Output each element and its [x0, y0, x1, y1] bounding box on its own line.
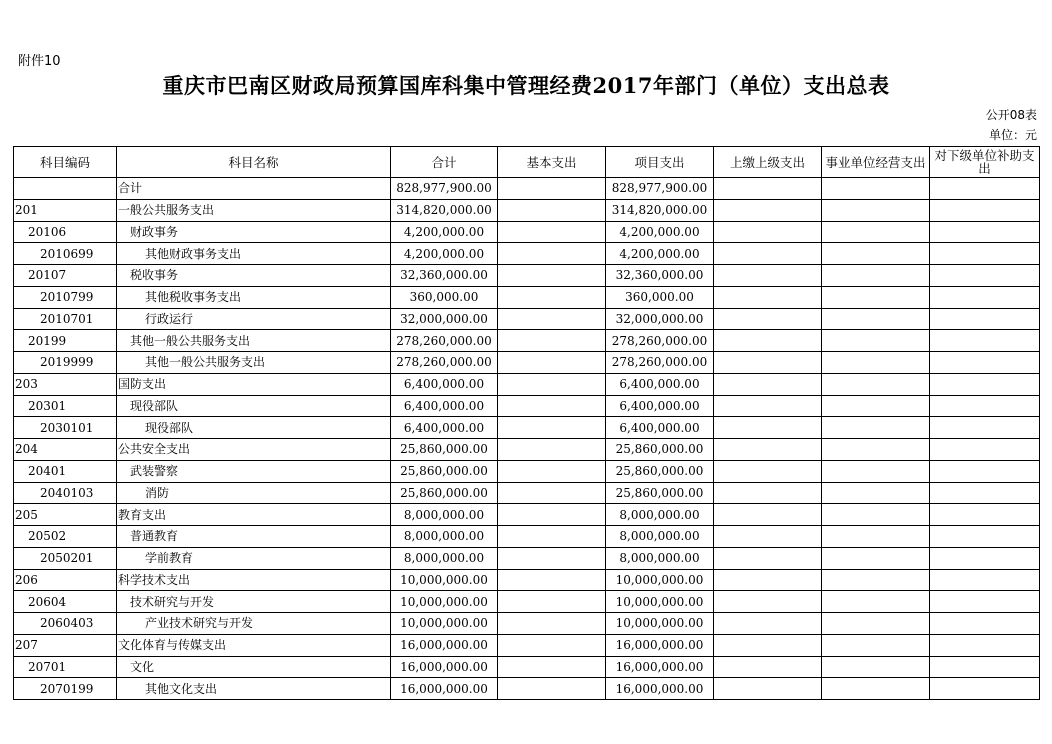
- table-row: [14, 178, 1040, 200]
- cell-upper: [714, 569, 822, 591]
- cell-project: 16,000,000.00: [606, 656, 714, 678]
- col-header-upper: 上缴上级支出: [714, 147, 822, 178]
- cell-enterprise: [822, 569, 930, 591]
- col-header-basic: 基本支出: [498, 147, 606, 178]
- cell-project: 8,000,000.00: [606, 504, 714, 526]
- unit-label: 单位：元: [988, 128, 1037, 142]
- table-row: [14, 526, 1040, 548]
- cell-upper: [714, 439, 822, 461]
- col-header-project: 项目支出: [606, 147, 714, 178]
- cell-project: 16,000,000.00: [606, 678, 714, 700]
- cell-name: 其他税收事务支出: [117, 286, 391, 308]
- cell-project: 278,260,000.00: [606, 352, 714, 374]
- cell-subsidy: [930, 482, 1040, 504]
- cell-subsidy: [930, 308, 1040, 330]
- cell-upper: [714, 547, 822, 569]
- cell-total: 25,860,000.00: [391, 439, 498, 461]
- table-row: [14, 547, 1040, 569]
- cell-subsidy: [930, 656, 1040, 678]
- cell-enterprise: [822, 373, 930, 395]
- cell-total: 10,000,000.00: [391, 613, 498, 635]
- cell-enterprise: [822, 504, 930, 526]
- cell-name: 文化体育与传媒支出: [117, 634, 391, 656]
- cell-enterprise: [822, 221, 930, 243]
- cell-subsidy: [930, 199, 1040, 221]
- cell-total: 10,000,000.00: [391, 569, 498, 591]
- cell-name: 行政运行: [117, 308, 391, 330]
- table-row: [14, 199, 1040, 221]
- cell-total: 25,860,000.00: [391, 482, 498, 504]
- cell-upper: [714, 482, 822, 504]
- table-row: [14, 678, 1040, 700]
- cell-basic: [498, 439, 606, 461]
- cell-upper: [714, 613, 822, 635]
- cell-basic: [498, 308, 606, 330]
- cell-name: 学前教育: [117, 547, 391, 569]
- table-row: [14, 634, 1040, 656]
- cell-subsidy: [930, 613, 1040, 635]
- cell-code: 2030101: [14, 417, 117, 439]
- cell-basic: [498, 569, 606, 591]
- cell-basic: [498, 504, 606, 526]
- table-row: [14, 482, 1040, 504]
- cell-name: 其他一般公共服务支出: [117, 352, 391, 374]
- cell-enterprise: [822, 417, 930, 439]
- cell-enterprise: [822, 678, 930, 700]
- cell-project: 8,000,000.00: [606, 547, 714, 569]
- cell-name: 税收事务: [117, 265, 391, 287]
- cell-basic: [498, 243, 606, 265]
- cell-code: 20106: [14, 221, 117, 243]
- cell-project: 828,977,900.00: [606, 178, 714, 200]
- cell-project: 16,000,000.00: [606, 634, 714, 656]
- cell-basic: [498, 417, 606, 439]
- cell-code: 203: [14, 373, 117, 395]
- cell-code: 2010701: [14, 308, 117, 330]
- cell-enterprise: [822, 460, 930, 482]
- cell-subsidy: [930, 243, 1040, 265]
- cell-project: 6,400,000.00: [606, 373, 714, 395]
- cell-enterprise: [822, 482, 930, 504]
- cell-name: 产业技术研究与开发: [117, 613, 391, 635]
- cell-basic: [498, 678, 606, 700]
- cell-subsidy: [930, 678, 1040, 700]
- cell-enterprise: [822, 199, 930, 221]
- cell-total: 4,200,000.00: [391, 243, 498, 265]
- cell-project: 360,000.00: [606, 286, 714, 308]
- cell-upper: [714, 634, 822, 656]
- cell-project: 10,000,000.00: [606, 569, 714, 591]
- cell-basic: [498, 547, 606, 569]
- cell-enterprise: [822, 308, 930, 330]
- cell-code: 2040103: [14, 482, 117, 504]
- cell-code: 204: [14, 439, 117, 461]
- cell-enterprise: [822, 352, 930, 374]
- cell-upper: [714, 678, 822, 700]
- cell-subsidy: [930, 460, 1040, 482]
- cell-code: 207: [14, 634, 117, 656]
- cell-total: 6,400,000.00: [391, 373, 498, 395]
- cell-total: 16,000,000.00: [391, 678, 498, 700]
- col-header-total: 合计: [391, 147, 498, 178]
- cell-basic: [498, 526, 606, 548]
- table-row: [14, 352, 1040, 374]
- cell-total: 6,400,000.00: [391, 395, 498, 417]
- table-row: [14, 569, 1040, 591]
- cell-subsidy: [930, 417, 1040, 439]
- cell-code: 20301: [14, 395, 117, 417]
- cell-basic: [498, 591, 606, 613]
- expenditure-table: [13, 146, 1040, 700]
- cell-total: 16,000,000.00: [391, 634, 498, 656]
- cell-name: 技术研究与开发: [117, 591, 391, 613]
- cell-total: 10,000,000.00: [391, 591, 498, 613]
- cell-code: 20502: [14, 526, 117, 548]
- cell-project: 25,860,000.00: [606, 460, 714, 482]
- cell-subsidy: [930, 330, 1040, 352]
- table-row: [14, 417, 1040, 439]
- cell-total: 278,260,000.00: [391, 352, 498, 374]
- cell-code: 2060403: [14, 613, 117, 635]
- cell-code: 205: [14, 504, 117, 526]
- cell-name: 一般公共服务支出: [117, 199, 391, 221]
- attachment-label: 附件10: [18, 54, 61, 69]
- cell-project: 6,400,000.00: [606, 395, 714, 417]
- cell-project: 32,360,000.00: [606, 265, 714, 287]
- cell-project: 10,000,000.00: [606, 613, 714, 635]
- cell-total: 278,260,000.00: [391, 330, 498, 352]
- table-row: [14, 439, 1040, 461]
- cell-total: 360,000.00: [391, 286, 498, 308]
- cell-subsidy: [930, 591, 1040, 613]
- cell-total: 32,360,000.00: [391, 265, 498, 287]
- cell-upper: [714, 286, 822, 308]
- cell-subsidy: [930, 373, 1040, 395]
- cell-upper: [714, 656, 822, 678]
- cell-subsidy: [930, 504, 1040, 526]
- cell-upper: [714, 330, 822, 352]
- cell-subsidy: [930, 439, 1040, 461]
- cell-enterprise: [822, 243, 930, 265]
- cell-total: 8,000,000.00: [391, 526, 498, 548]
- cell-basic: [498, 460, 606, 482]
- cell-project: 4,200,000.00: [606, 221, 714, 243]
- col-header-subsidy: 对下级单位补助支出: [930, 147, 1040, 178]
- cell-upper: [714, 373, 822, 395]
- table-row: [14, 265, 1040, 287]
- table-row: [14, 591, 1040, 613]
- cell-project: 314,820,000.00: [606, 199, 714, 221]
- cell-basic: [498, 395, 606, 417]
- table-header-row: [14, 147, 1040, 178]
- cell-upper: [714, 526, 822, 548]
- cell-upper: [714, 591, 822, 613]
- cell-total: 8,000,000.00: [391, 547, 498, 569]
- cell-subsidy: [930, 395, 1040, 417]
- cell-total: 4,200,000.00: [391, 221, 498, 243]
- table-row: [14, 395, 1040, 417]
- cell-code: [14, 178, 117, 200]
- cell-upper: [714, 265, 822, 287]
- cell-total: 314,820,000.00: [391, 199, 498, 221]
- cell-total: 828,977,900.00: [391, 178, 498, 200]
- cell-enterprise: [822, 178, 930, 200]
- col-header-code: 科目编码: [14, 147, 117, 178]
- cell-subsidy: [930, 265, 1040, 287]
- cell-code: 2070199: [14, 678, 117, 700]
- cell-project: 278,260,000.00: [606, 330, 714, 352]
- table-body: [14, 178, 1040, 700]
- cell-subsidy: [930, 547, 1040, 569]
- cell-enterprise: [822, 591, 930, 613]
- cell-upper: [714, 221, 822, 243]
- cell-project: 4,200,000.00: [606, 243, 714, 265]
- cell-subsidy: [930, 569, 1040, 591]
- cell-basic: [498, 286, 606, 308]
- cell-basic: [498, 613, 606, 635]
- cell-name: 合计: [117, 178, 391, 200]
- cell-code: 20401: [14, 460, 117, 482]
- cell-name: 现役部队: [117, 395, 391, 417]
- col-header-name: 科目名称: [117, 147, 391, 178]
- table-row: [14, 308, 1040, 330]
- cell-subsidy: [930, 178, 1040, 200]
- cell-upper: [714, 395, 822, 417]
- cell-name: 文化: [117, 656, 391, 678]
- table-row: [14, 286, 1040, 308]
- cell-enterprise: [822, 613, 930, 635]
- cell-code: 20701: [14, 656, 117, 678]
- cell-project: 32,000,000.00: [606, 308, 714, 330]
- cell-name: 普通教育: [117, 526, 391, 548]
- cell-name: 科学技术支出: [117, 569, 391, 591]
- cell-name: 武装警察: [117, 460, 391, 482]
- cell-name: 国防支出: [117, 373, 391, 395]
- cell-upper: [714, 308, 822, 330]
- cell-total: 8,000,000.00: [391, 504, 498, 526]
- cell-name: 其他一般公共服务支出: [117, 330, 391, 352]
- cell-basic: [498, 330, 606, 352]
- cell-enterprise: [822, 286, 930, 308]
- cell-basic: [498, 265, 606, 287]
- cell-upper: [714, 460, 822, 482]
- cell-subsidy: [930, 352, 1040, 374]
- table-row: [14, 243, 1040, 265]
- cell-project: 6,400,000.00: [606, 417, 714, 439]
- cell-name: 现役部队: [117, 417, 391, 439]
- cell-basic: [498, 634, 606, 656]
- cell-enterprise: [822, 439, 930, 461]
- table-row: [14, 504, 1040, 526]
- cell-code: 20107: [14, 265, 117, 287]
- cell-enterprise: [822, 526, 930, 548]
- cell-code: 2050201: [14, 547, 117, 569]
- cell-basic: [498, 178, 606, 200]
- col-header-enterprise: 事业单位经营支出: [822, 147, 930, 178]
- cell-enterprise: [822, 265, 930, 287]
- cell-upper: [714, 243, 822, 265]
- cell-code: 206: [14, 569, 117, 591]
- cell-name: 消防: [117, 482, 391, 504]
- cell-basic: [498, 221, 606, 243]
- cell-upper: [714, 504, 822, 526]
- table-row: [14, 373, 1040, 395]
- cell-enterprise: [822, 395, 930, 417]
- cell-upper: [714, 352, 822, 374]
- cell-name: 教育支出: [117, 504, 391, 526]
- page-title: 重庆市巴南区财政局预算国库科集中管理经费2017年部门（单位）支出总表: [162, 73, 890, 98]
- cell-total: 6,400,000.00: [391, 417, 498, 439]
- form-number: 公开08表: [985, 108, 1037, 122]
- cell-total: 32,000,000.00: [391, 308, 498, 330]
- cell-enterprise: [822, 330, 930, 352]
- cell-code: 201: [14, 199, 117, 221]
- cell-subsidy: [930, 634, 1040, 656]
- cell-subsidy: [930, 526, 1040, 548]
- table-row: [14, 460, 1040, 482]
- cell-code: 20199: [14, 330, 117, 352]
- cell-basic: [498, 482, 606, 504]
- cell-enterprise: [822, 547, 930, 569]
- cell-name: 财政事务: [117, 221, 391, 243]
- cell-project: 25,860,000.00: [606, 482, 714, 504]
- cell-project: 10,000,000.00: [606, 591, 714, 613]
- cell-enterprise: [822, 634, 930, 656]
- cell-upper: [714, 417, 822, 439]
- cell-code: 2019999: [14, 352, 117, 374]
- cell-project: 25,860,000.00: [606, 439, 714, 461]
- cell-name: 其他财政事务支出: [117, 243, 391, 265]
- cell-name: 公共安全支出: [117, 439, 391, 461]
- cell-upper: [714, 178, 822, 200]
- cell-project: 8,000,000.00: [606, 526, 714, 548]
- cell-upper: [714, 199, 822, 221]
- cell-subsidy: [930, 286, 1040, 308]
- cell-enterprise: [822, 656, 930, 678]
- cell-basic: [498, 352, 606, 374]
- table-row: [14, 613, 1040, 635]
- cell-basic: [498, 373, 606, 395]
- table-row: [14, 221, 1040, 243]
- table-row: [14, 656, 1040, 678]
- cell-code: 2010699: [14, 243, 117, 265]
- cell-code: 20604: [14, 591, 117, 613]
- cell-total: 25,860,000.00: [391, 460, 498, 482]
- cell-basic: [498, 656, 606, 678]
- cell-total: 16,000,000.00: [391, 656, 498, 678]
- cell-name: 其他文化支出: [117, 678, 391, 700]
- cell-code: 2010799: [14, 286, 117, 308]
- cell-basic: [498, 199, 606, 221]
- table-row: [14, 330, 1040, 352]
- cell-subsidy: [930, 221, 1040, 243]
